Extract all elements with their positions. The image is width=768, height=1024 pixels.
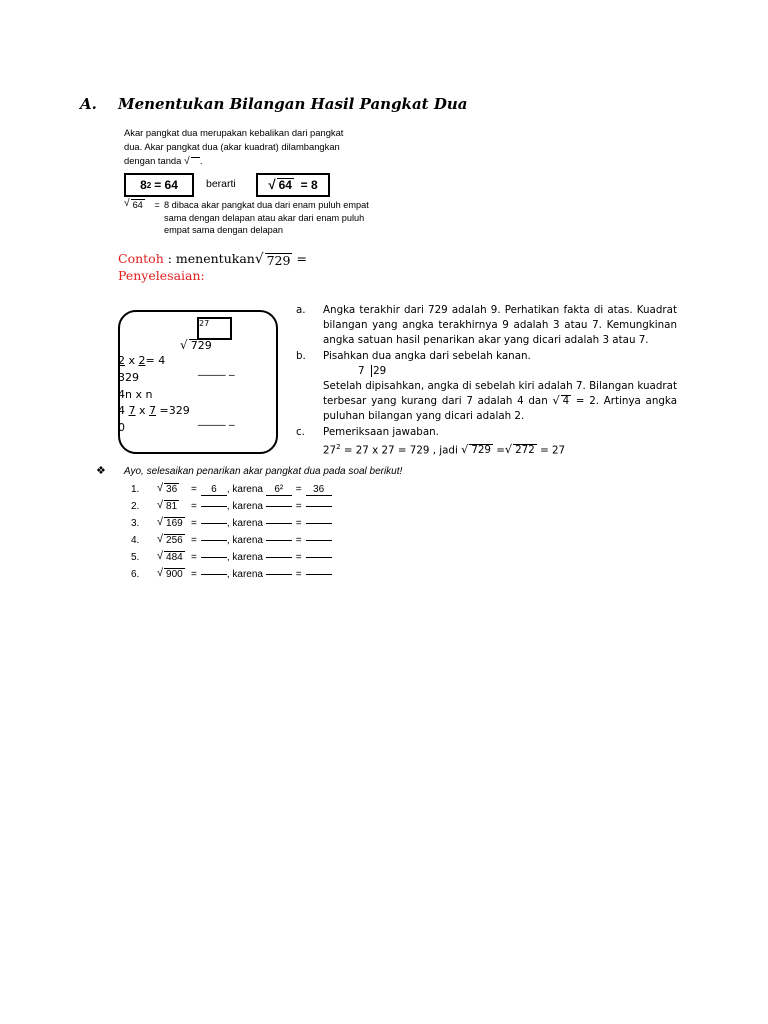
intro-line-2: dua. Akar pangkat dua (akar kuadrat) dilambangkan [124, 141, 340, 152]
exercise-item: 6. √ 900 = , karena = [131, 566, 332, 583]
calc-line-3: 4n x n [118, 388, 153, 401]
result-box: 27 [197, 317, 232, 340]
square-blank[interactable] [266, 557, 292, 558]
step-c-check: $27^2 = 27$ x 27 = 729 , jadi √ 729 = √ 272 = 27 [323, 442, 566, 457]
step-b-paragraph: Setelah dipisahkan, angka di sebelah kiri adalah 7. Bilangan kuadrat terbesar yang kurang dari 7 adalah 4 dan √ 4 = 2. Artinya angka puluhan bilangan yang dicari adalah 2. [323, 380, 678, 423]
result-blank[interactable] [306, 523, 332, 524]
step-b: b. Pisahkan dua angka dari sebelah kanan. [296, 349, 531, 362]
result-blank[interactable] [306, 506, 332, 507]
calc-line-4: 4 7 x 7 =329 [118, 404, 190, 417]
result-blank[interactable]: 36 [306, 484, 332, 496]
result-blank[interactable] [306, 540, 332, 541]
step-c: c. Pemeriksaan jawaban. [296, 425, 439, 438]
reading-note: √ 64 = 8 dibaca akar pangkat dua dari enam puluh empat sama dengan delapan atau akar dari enam puluh empat sama dengan delapan [124, 198, 369, 235]
square-blank[interactable] [266, 506, 292, 507]
example-prompt: Contoh : menentukan √ 729 = [118, 251, 307, 268]
example-box-root: √ 64 = 8 [256, 173, 330, 197]
calc-dash-1: _____ _ [198, 363, 235, 376]
solution-label: Penyelesaian: [118, 268, 205, 283]
square-blank[interactable] [266, 540, 292, 541]
exercise-item: 2. √ 81 = , karena = [131, 498, 332, 515]
section-number: A. [80, 95, 97, 113]
exercise-list [131, 481, 332, 583]
calc-dash-2: _____ _ [198, 413, 235, 426]
step-b-split: 7 29 [358, 364, 387, 377]
calc-line-2: 329 [118, 371, 139, 384]
answer-blank[interactable]: 6 [201, 484, 227, 496]
sqrt-symbol-icon: √ [184, 157, 200, 169]
intro-paragraph [124, 126, 384, 169]
example-connector-text: berarti [206, 178, 236, 190]
solution-steps [296, 303, 677, 458]
diamond-bullet-icon: ❖ [96, 465, 106, 477]
calc-radical: √ 729 [180, 338, 212, 352]
example-label: Contoh [118, 251, 164, 266]
exercise-item: 1. √ 36 = 6 , karena 6² = 36 [131, 481, 332, 498]
exercise-item: 4. √ 256 = , karena = [131, 532, 332, 549]
answer-blank[interactable] [201, 574, 227, 575]
result-blank[interactable] [306, 557, 332, 558]
intro-line-3: dengan tanda √ . [124, 155, 203, 167]
result-blank[interactable] [306, 574, 332, 575]
intro-line-1: Akar pangkat dua merupakan kebalikan dari pangkat [124, 127, 344, 138]
answer-blank[interactable] [201, 506, 227, 507]
calc-line-5: 0 [118, 421, 125, 434]
calc-line-1: 2 x 2= 4 [118, 354, 166, 367]
answer-blank[interactable] [201, 540, 227, 541]
square-blank[interactable] [266, 574, 292, 575]
square-blank[interactable] [266, 523, 292, 524]
section-heading [80, 95, 467, 113]
answer-blank[interactable] [201, 523, 227, 524]
exercise-item: 3. √ 169 = , karena = [131, 515, 332, 532]
square-blank[interactable]: 6² [266, 484, 292, 496]
step-a: a. Angka terakhir dari 729 adalah 9. Perhatikan fakta di atas. Kuadrat bilangan yang angka terakhirnya 9 adalah 3 atau 7. Kemungkinan angka satuan hasil penarikan akar yang dicari adalah 3 atau 7. [296, 304, 677, 347]
exercise-instruction: ❖ Ayo, selesaikan penarikan akar pangkat dua pada soal berikut! [96, 465, 403, 477]
exercise-item: 5. √ 484 = , karena = [131, 549, 332, 566]
section-title: Menentukan Bilangan Hasil Pangkat Dua [118, 95, 468, 113]
answer-blank[interactable] [201, 557, 227, 558]
example-box-square: 8 2 = 64 [124, 173, 194, 197]
